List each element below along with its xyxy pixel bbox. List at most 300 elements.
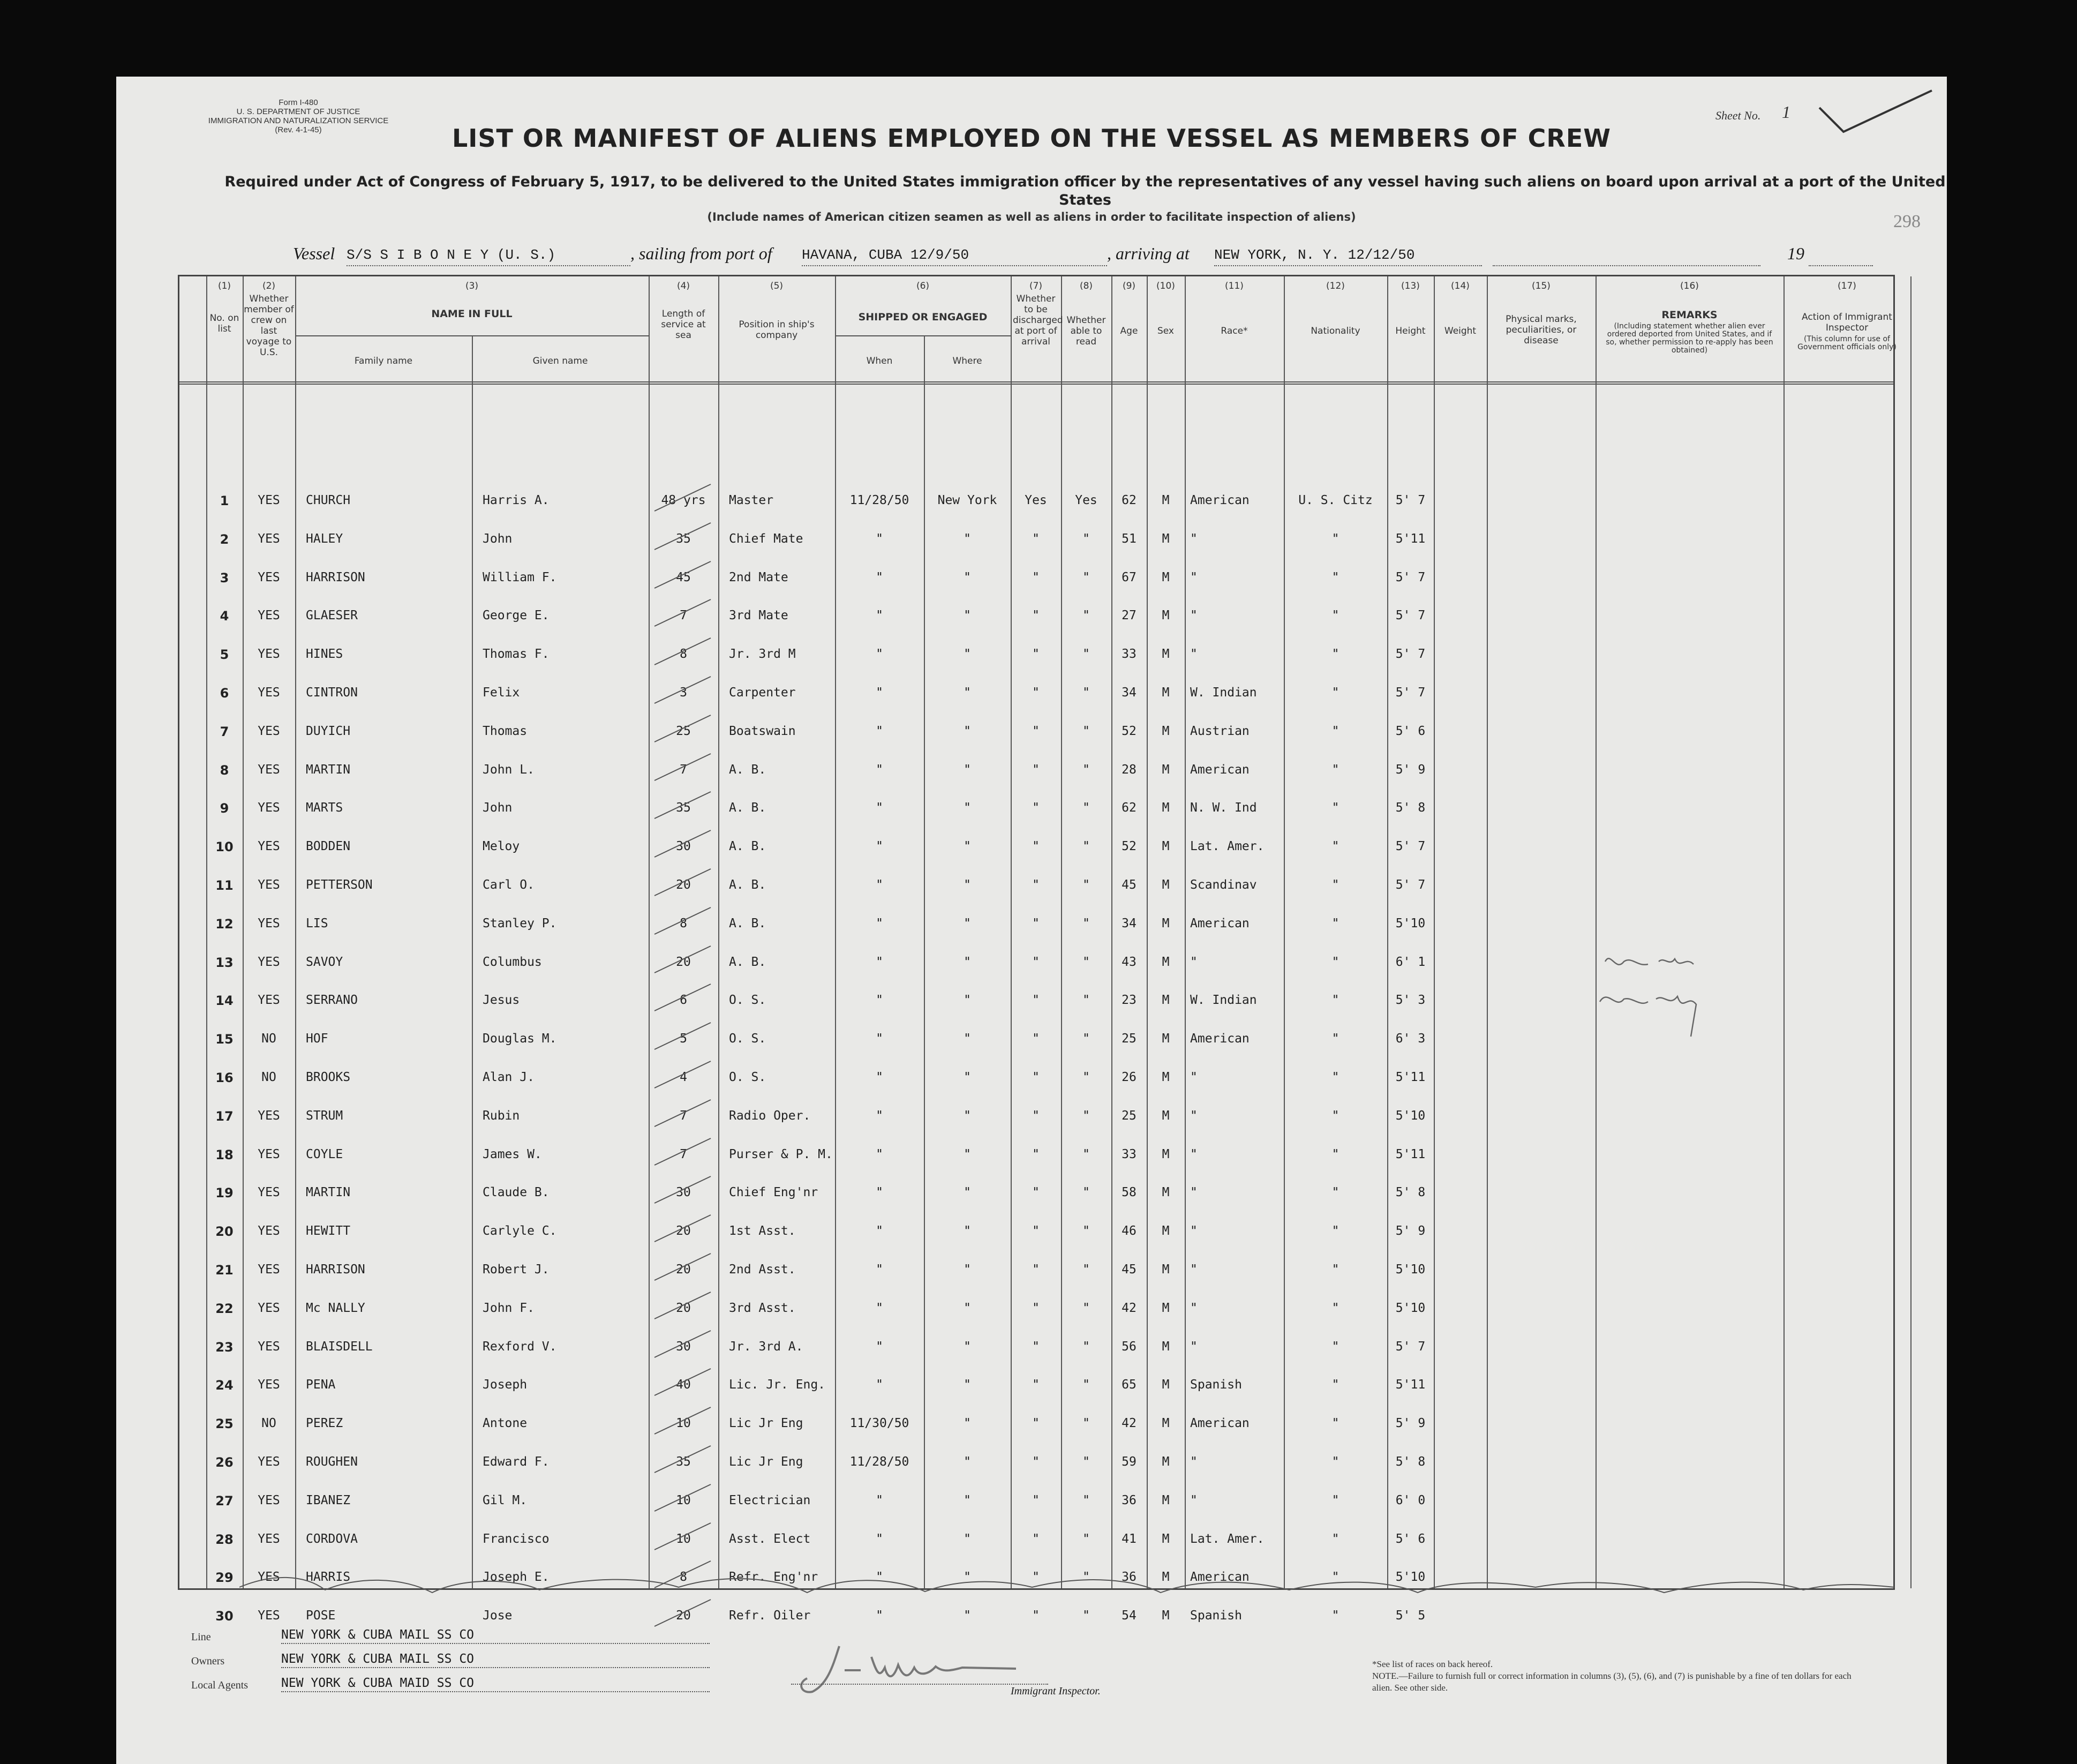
when-cell: " (876, 609, 883, 622)
discharged-cell: " (1032, 1224, 1040, 1238)
row-number: 14 (215, 993, 234, 1008)
height-cell: 6' 3 (1395, 1032, 1426, 1046)
discharged-cell: " (1032, 1263, 1040, 1277)
row-number: 20 (215, 1224, 234, 1239)
family-name-cell: Mc NALLY (306, 1301, 365, 1315)
read-cell: " (1082, 1378, 1090, 1392)
department: U. S. DEPARTMENT OF JUSTICE (236, 107, 360, 116)
when-cell: " (876, 571, 883, 584)
when-cell: " (876, 1340, 883, 1354)
service-cell: 20 (676, 878, 691, 892)
nationality-cell: " (1331, 878, 1339, 892)
height-cell: 5'11 (1395, 532, 1426, 546)
family-name-cell: CORDOVA (306, 1532, 358, 1546)
age-cell: 33 (1122, 1147, 1137, 1161)
position-cell: Lic. Jr. Eng. (729, 1378, 826, 1392)
position-cell: Refr. Eng'nr (729, 1570, 818, 1584)
family-name-cell: CINTRON (306, 686, 358, 700)
race-cell: Austrian (1190, 724, 1250, 738)
sex-cell: M (1162, 724, 1170, 738)
member-cell: YES (258, 571, 280, 584)
sex-cell: M (1162, 955, 1170, 969)
col-where-header: Where (952, 356, 982, 366)
member-cell: YES (258, 955, 280, 969)
read-cell: " (1082, 955, 1090, 969)
position-cell: Lic Jr Eng (729, 1416, 803, 1430)
given-name-cell: John F. (483, 1301, 535, 1315)
age-cell: 42 (1122, 1301, 1137, 1315)
member-cell: YES (258, 763, 280, 777)
height-cell: 5' 6 (1395, 1532, 1426, 1546)
family-name-cell: PENA (306, 1378, 336, 1392)
member-cell: YES (258, 1301, 280, 1315)
family-name-cell: SERRANO (306, 993, 358, 1007)
sailing-port: HAVANA, CUBA 12/9/50 (802, 247, 969, 263)
col-family-header: Family name (354, 356, 413, 366)
member-cell: NO (261, 1032, 276, 1046)
read-cell: " (1082, 724, 1090, 738)
service-cell: 45 (676, 571, 691, 584)
member-cell: YES (258, 1224, 280, 1238)
race-cell: " (1190, 1224, 1198, 1238)
col-height-header: Height (1395, 326, 1426, 336)
position-cell: Asst. Elect (729, 1532, 811, 1546)
where-cell: " (964, 1070, 971, 1084)
nationality-cell: " (1331, 1263, 1339, 1277)
race-cell: N. W. Ind (1190, 801, 1257, 815)
height-cell: 5' 7 (1395, 839, 1426, 853)
discharged-cell: " (1032, 1109, 1040, 1123)
tally-mark-icon (652, 1405, 716, 1437)
age-cell: 62 (1122, 801, 1137, 815)
row-number: 30 (215, 1609, 234, 1624)
where-cell: " (964, 647, 971, 661)
nationality-cell: " (1331, 1455, 1339, 1469)
given-name-cell: Harris A. (483, 493, 550, 507)
service-cell: 3 (680, 686, 687, 700)
col-2-number: (2) (262, 281, 276, 291)
family-name-cell: BROOKS (306, 1070, 351, 1084)
sheet-number-label: Sheet No. (1715, 109, 1761, 122)
when-cell: " (876, 1570, 883, 1584)
col-4-number: (4) (676, 281, 690, 291)
col-name-header: NAME IN FULL (431, 308, 513, 320)
service-cell: 6 (680, 993, 687, 1007)
col-member-header: Whether member of crew on last voyage to U.S. (244, 294, 294, 358)
sex-cell: M (1162, 1340, 1170, 1354)
position-cell: Lic Jr Eng (729, 1455, 803, 1469)
sex-cell: M (1162, 1532, 1170, 1546)
where-cell: " (964, 532, 971, 546)
line-label: Line (191, 1631, 211, 1643)
discharged-cell: " (1032, 763, 1040, 777)
tally-mark-icon (652, 1097, 716, 1129)
read-cell: " (1082, 1147, 1090, 1161)
member-cell: YES (258, 686, 280, 700)
family-name-cell: BODDEN (306, 839, 351, 853)
height-cell: 5' 7 (1395, 493, 1426, 507)
given-name-cell: Felix (483, 686, 520, 700)
service-cell: 7 (680, 609, 687, 622)
tally-mark-icon (652, 1059, 716, 1091)
age-cell: 58 (1122, 1185, 1137, 1199)
races-note: *See list of races on back hereof. (1372, 1659, 1493, 1669)
family-name-cell: HARRISON (306, 571, 365, 584)
sex-cell: M (1162, 839, 1170, 853)
member-cell: YES (258, 1185, 280, 1199)
age-cell: 23 (1122, 993, 1137, 1007)
read-cell: " (1082, 532, 1090, 546)
service-cell: 20 (676, 1609, 691, 1623)
member-cell: YES (258, 724, 280, 738)
service-cell: 8 (680, 647, 687, 661)
discharged-cell: Yes (1025, 493, 1047, 507)
tally-mark-icon (652, 1020, 716, 1052)
member-cell: YES (258, 839, 280, 853)
col-race-header: Race* (1221, 326, 1248, 336)
sex-cell: M (1162, 801, 1170, 815)
age-cell: 45 (1122, 878, 1137, 892)
nationality-cell: " (1331, 763, 1339, 777)
service-cell: 20 (676, 1224, 691, 1238)
read-cell: " (1082, 839, 1090, 853)
given-name-cell: Francisco (483, 1532, 550, 1546)
position-cell: O. S. (729, 993, 766, 1007)
discharged-cell: " (1032, 993, 1040, 1007)
where-cell: " (964, 724, 971, 738)
tally-mark-icon (652, 559, 716, 591)
tally-mark-icon (652, 520, 716, 552)
col-10-number: (10) (1156, 281, 1175, 291)
given-name-cell: Jose (483, 1609, 513, 1623)
tally-mark-icon (652, 482, 716, 514)
col-9-number: (9) (1122, 281, 1136, 291)
where-cell: " (964, 801, 971, 815)
discharged-cell: " (1032, 609, 1040, 622)
nationality-cell: " (1331, 1032, 1339, 1046)
sex-cell: M (1162, 1416, 1170, 1430)
sex-cell: M (1162, 1609, 1170, 1623)
given-name-cell: John L. (483, 763, 535, 777)
age-cell: 56 (1122, 1340, 1137, 1354)
sex-cell: M (1162, 1301, 1170, 1315)
nationality-cell: " (1331, 1378, 1339, 1392)
when-cell: " (876, 532, 883, 546)
height-cell: 5' 7 (1395, 686, 1426, 700)
col-12-number: (12) (1326, 281, 1345, 291)
read-cell: " (1082, 1493, 1090, 1507)
row-number: 11 (215, 878, 234, 893)
when-cell: " (876, 763, 883, 777)
sex-cell: M (1162, 1224, 1170, 1238)
height-cell: 5' 5 (1395, 1609, 1426, 1623)
discharged-cell: " (1032, 878, 1040, 892)
tally-mark-icon (652, 981, 716, 1014)
row-number: 15 (215, 1032, 234, 1047)
sex-cell: M (1162, 609, 1170, 622)
nationality-cell: " (1331, 917, 1339, 930)
height-cell: 5' 9 (1395, 1224, 1426, 1238)
position-cell: Purser & P. M. (729, 1147, 833, 1161)
member-cell: YES (258, 609, 280, 622)
vessel-line (293, 244, 1900, 267)
member-cell: YES (258, 1570, 280, 1584)
family-name-cell: IBANEZ (306, 1493, 351, 1507)
sex-cell: M (1162, 493, 1170, 507)
age-cell: 34 (1122, 917, 1137, 930)
member-cell: NO (261, 1416, 276, 1430)
sex-cell: M (1162, 571, 1170, 584)
position-cell: Carpenter (729, 686, 796, 700)
height-cell: 5'10 (1395, 1263, 1426, 1277)
tally-mark-icon (652, 828, 716, 860)
end-of-list-line (239, 1571, 1894, 1603)
height-cell: 5'11 (1395, 1070, 1426, 1084)
member-cell: YES (258, 647, 280, 661)
nationality-cell: " (1331, 1147, 1339, 1161)
row-number: 29 (215, 1570, 234, 1585)
discharged-cell: " (1032, 1455, 1040, 1469)
family-name-cell: ROUGHEN (306, 1455, 358, 1469)
given-name-cell: Stanley P. (483, 917, 557, 930)
service-cell: 25 (676, 724, 691, 738)
col-position-header: Position in ship's company (739, 319, 815, 341)
col-remarks-header: REMARKS (1661, 309, 1718, 321)
age-cell: 46 (1122, 1224, 1137, 1238)
given-name-cell: Gil M. (483, 1493, 528, 1507)
read-cell: " (1082, 1340, 1090, 1354)
when-cell: " (876, 1032, 883, 1046)
read-cell: " (1082, 1416, 1090, 1430)
race-cell: Spanish (1190, 1378, 1242, 1392)
age-cell: 27 (1122, 609, 1137, 622)
race-cell: American (1190, 493, 1250, 507)
read-cell: " (1082, 1070, 1090, 1084)
sex-cell: M (1162, 993, 1170, 1007)
where-cell: New York (937, 493, 997, 507)
race-cell: W. Indian (1190, 686, 1257, 700)
nationality-cell: " (1331, 571, 1339, 584)
member-cell: YES (258, 1532, 280, 1546)
nationality-cell: U. S. Citz (1298, 493, 1373, 507)
sex-cell: M (1162, 532, 1170, 546)
owners-label: Owners (191, 1655, 225, 1667)
service-cell: 4 (680, 1070, 687, 1084)
where-cell: " (964, 1570, 971, 1584)
sex-cell: M (1162, 1378, 1170, 1392)
tally-mark-icon (652, 751, 716, 783)
position-cell: Master (729, 493, 774, 507)
family-name-cell: HINES (306, 647, 343, 661)
discharged-cell: " (1032, 1493, 1040, 1507)
col-17-number: (17) (1838, 281, 1856, 291)
age-cell: 26 (1122, 1070, 1137, 1084)
member-cell: YES (258, 532, 280, 546)
row-number: 26 (215, 1455, 234, 1470)
nationality-cell: " (1331, 1416, 1339, 1430)
race-cell: " (1190, 1301, 1198, 1315)
height-cell: 5'10 (1395, 1570, 1426, 1584)
sex-cell: M (1162, 878, 1170, 892)
nationality-cell: " (1331, 1301, 1339, 1315)
sex-cell: M (1162, 1493, 1170, 1507)
service-cell: 20 (676, 1301, 691, 1315)
given-name-cell: James W. (483, 1147, 542, 1161)
when-cell: " (876, 1609, 883, 1623)
family-name-cell: HOF (306, 1032, 328, 1046)
family-name-cell: DUYICH (306, 724, 351, 738)
read-cell: " (1082, 1570, 1090, 1584)
sex-cell: M (1162, 686, 1170, 700)
given-name-cell: Joseph E. (483, 1570, 550, 1584)
read-cell: " (1082, 1224, 1090, 1238)
nationality-cell: " (1331, 955, 1339, 969)
when-cell: " (876, 1224, 883, 1238)
when-cell: " (876, 686, 883, 700)
family-name-cell: PEREZ (306, 1416, 343, 1430)
service-cell: 5 (680, 1032, 687, 1046)
discharged-cell: " (1032, 1301, 1040, 1315)
tally-mark-icon (652, 1289, 716, 1322)
read-cell: " (1082, 993, 1090, 1007)
when-cell: 11/28/50 (849, 493, 909, 507)
race-cell: " (1190, 1185, 1198, 1199)
discharged-cell: " (1032, 1532, 1040, 1546)
height-cell: 5'11 (1395, 1147, 1426, 1161)
given-name-cell: Robert J. (483, 1263, 550, 1277)
race-cell: " (1190, 532, 1198, 546)
tally-mark-icon (652, 1136, 716, 1168)
discharged-cell: " (1032, 647, 1040, 661)
height-cell: 5' 7 (1395, 647, 1426, 661)
race-cell: American (1190, 1032, 1250, 1046)
col-weight-header: Weight (1444, 326, 1477, 336)
position-cell: Chief Mate (729, 532, 803, 546)
nationality-cell: " (1331, 1340, 1339, 1354)
row-number: 13 (215, 955, 234, 970)
row-number: 28 (215, 1532, 234, 1547)
tally-mark-icon (652, 1174, 716, 1206)
position-cell: A. B. (729, 801, 766, 815)
height-cell: 5'11 (1395, 1378, 1426, 1392)
col-11-number: (11) (1225, 281, 1244, 291)
position-cell: 1st Asst. (729, 1224, 796, 1238)
when-cell: " (876, 647, 883, 661)
where-cell: " (964, 1032, 971, 1046)
row-number: 12 (215, 917, 234, 932)
age-cell: 52 (1122, 724, 1137, 738)
manifest-sheet (116, 77, 1947, 1764)
when-cell: " (876, 993, 883, 1007)
where-cell: " (964, 839, 971, 853)
member-cell: YES (258, 1493, 280, 1507)
age-cell: 33 (1122, 647, 1137, 661)
family-name-cell: STRUM (306, 1109, 343, 1123)
family-name-cell: HARRIS (306, 1570, 351, 1584)
position-cell: O. S. (729, 1070, 766, 1084)
race-cell: American (1190, 1570, 1250, 1584)
when-cell: " (876, 1532, 883, 1546)
discharged-cell: " (1032, 1609, 1040, 1623)
service: IMMIGRATION AND NATURALIZATION SERVICE (208, 116, 389, 125)
age-cell: 51 (1122, 532, 1137, 546)
col-7-number: (7) (1029, 281, 1043, 291)
service-cell: 30 (676, 1340, 691, 1354)
member-cell: NO (261, 1070, 276, 1084)
given-name-cell: William F. (483, 571, 557, 584)
race-cell: " (1190, 1340, 1198, 1354)
tally-mark-icon (652, 1366, 716, 1398)
col-remarks-subheader: (Including statement whether alien ever ordered deported from United States, and if so, whether permission to re-apply has been obtained) (1606, 322, 1773, 355)
given-name-cell: Douglas M. (483, 1032, 557, 1046)
age-cell: 25 (1122, 1109, 1137, 1123)
age-cell: 42 (1122, 1416, 1137, 1430)
read-cell: " (1082, 763, 1090, 777)
row-number: 17 (215, 1109, 234, 1124)
age-cell: 67 (1122, 571, 1137, 584)
col-nationality-header: Nationality (1311, 326, 1360, 336)
row-number: 4 (220, 609, 229, 624)
given-name-cell: Rexford V. (483, 1340, 557, 1354)
position-cell: O. S. (729, 1032, 766, 1046)
read-cell: " (1082, 801, 1090, 815)
row-number: 25 (215, 1416, 234, 1431)
when-cell: 11/30/50 (849, 1416, 909, 1430)
family-name-cell: HARRISON (306, 1263, 365, 1277)
member-cell: YES (258, 1378, 280, 1392)
col-13-number: (13) (1401, 281, 1420, 291)
where-cell: " (964, 1224, 971, 1238)
given-name-cell: Jesus (483, 993, 520, 1007)
row-number: 18 (215, 1147, 234, 1162)
age-cell: 65 (1122, 1378, 1137, 1392)
race-cell: Lat. Amer. (1190, 839, 1265, 853)
position-cell: A. B. (729, 763, 766, 777)
nationality-cell: " (1331, 1493, 1339, 1507)
sex-cell: M (1162, 1185, 1170, 1199)
form-number: Form I-480 (279, 98, 318, 107)
family-name-cell: MARTIN (306, 1185, 351, 1199)
where-cell: " (964, 1378, 971, 1392)
tally-mark-icon (652, 1482, 716, 1514)
tally-mark-icon (652, 943, 716, 975)
family-name-cell: COYLE (306, 1147, 343, 1161)
col-14-number: (14) (1451, 281, 1470, 291)
discharged-cell: " (1032, 1570, 1040, 1584)
col-1-number: (1) (217, 281, 231, 291)
col-8-number: (8) (1079, 281, 1093, 291)
service-cell: 40 (676, 1378, 691, 1392)
col-6-number: (6) (916, 281, 930, 291)
sailing-label: , sailing from port of (630, 244, 772, 263)
handwritten-remark (1594, 945, 1734, 1042)
read-cell: " (1082, 878, 1090, 892)
service-cell: 10 (676, 1532, 691, 1546)
race-cell: American (1190, 763, 1250, 777)
tally-mark-icon (652, 1328, 716, 1360)
when-cell: " (876, 1378, 883, 1392)
race-cell: " (1190, 1263, 1198, 1277)
service-cell: 7 (680, 763, 687, 777)
family-name-cell: CHURCH (306, 493, 351, 507)
position-cell: A. B. (729, 878, 766, 892)
row-number: 27 (215, 1493, 234, 1508)
when-cell: " (876, 917, 883, 930)
row-number: 19 (215, 1185, 234, 1200)
race-cell: " (1190, 609, 1198, 622)
col-5-number: (5) (770, 281, 784, 291)
row-number: 1 (220, 493, 229, 508)
